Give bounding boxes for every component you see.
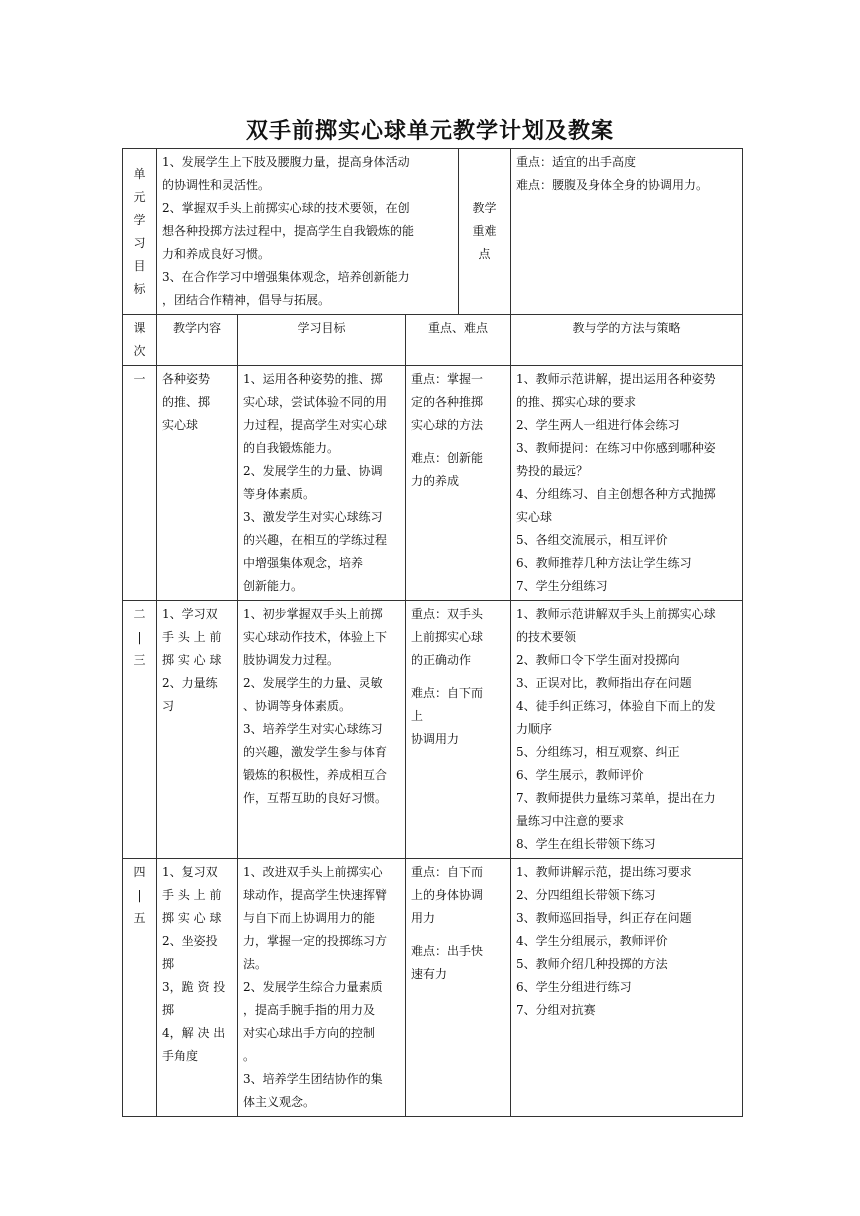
text-line: 重难 [472,224,497,238]
lesson-key-points [406,859,511,1117]
text-line: 力和养成良好习惯。 [162,247,271,261]
text-line: 力的养成 [411,474,460,488]
text-line: 的推、掷实心球的要求 [516,395,637,409]
text-line: 掷 实 心 球 [162,911,222,925]
text-line: 二 [133,607,146,621]
header-methods: 教与学的方法与策略 [511,315,743,366]
text-line: 锻炼的积极性，养成相互合 [243,768,388,782]
text-line: 重点：自下而 [411,865,484,879]
text-line: 3、在合作学习中增强集体观念，培养创新能力 [162,270,410,284]
unit-goals-text [157,149,459,315]
text-line: 三 [133,653,146,667]
text-line: 力顺序 [516,722,553,736]
text-line: 的技术要领 [516,630,577,644]
unit-goals-row [123,149,743,315]
lesson-plan-table [122,148,743,1117]
text-line: 速有力 [411,967,448,981]
text-line: 6、学生展示，教师评价 [516,768,644,782]
text-line: 掷 [162,1003,175,1017]
text-line: 3、培养学生团结协作的集 [243,1072,383,1086]
text-line: 4、徒手纠正练习，体验自下而上的发 [516,699,716,713]
table-row [123,859,743,1117]
text-line: 3、教师巡回指导，纠正存在问题 [516,911,692,925]
text-line: 五 [133,911,146,925]
text-line: 2、分四组组长带领下练习 [516,888,656,902]
key-points-label [459,149,511,315]
header-content: 教学内容 [157,315,238,366]
text-line: 量练习中注意的要求 [516,814,625,828]
text-line: 习 [162,699,175,713]
text-line: 目标 [133,258,146,296]
text-line: 与自下而上协调用力的能 [243,911,376,925]
text-line: 协调用力 [411,732,460,746]
lesson-goals [238,859,406,1117]
text-line [411,930,505,940]
text-line: 5、教师介绍几种投掷的方法 [516,957,668,971]
header-lesson [123,315,157,366]
lesson-methods [511,366,743,601]
text-line: 上的身体协调 [411,888,484,902]
text-line: 6、教师推荐几种方法让学生练习 [516,556,692,570]
text-line: 实心球，尝试体验不同的用 [243,395,388,409]
text-line: 难点：自下而 [411,686,484,700]
text-line: 2、发展学生的力量、协调 [243,464,383,478]
text-line: 1、教师讲解示范，提出练习要求 [516,865,692,879]
header-key: 重点、难点 [406,315,511,366]
text-line: 实心球的方法 [411,418,484,432]
text-line: 1、教师示范讲解，提出运用各种姿势 [516,372,716,386]
lesson-number [123,601,157,859]
text-line: 次 [133,344,146,358]
text-line: 体主义观念。 [243,1095,316,1109]
lesson-number [123,366,157,601]
text-line: 定的各种推掷 [411,395,484,409]
text-line: 。 [243,1049,256,1063]
text-line: 手 头 上 前 [162,888,222,902]
text-line: 重点：双手头 [411,607,484,621]
text-line: 点 [478,247,491,261]
text-line: 3，跪 资 投 [162,980,226,994]
text-line: 四 [133,865,146,879]
table-header-row [123,315,743,366]
text-line: 掷 实 心 球 [162,653,222,667]
text-line: 一 [133,372,146,386]
text-line: 1、发展学生上下肢及腰腹力量，提高身体活动 [162,155,410,169]
text-line: 7、分组对抗赛 [516,1003,596,1017]
text-line: 上前掷实心球 [411,630,484,644]
lesson-methods [511,859,743,1117]
text-line: 作，互帮互助的良好习惯。 [243,791,388,805]
text-line: 创新能力。 [243,579,304,593]
text-line: 课 [133,321,146,335]
unit-goals-label [123,149,157,315]
table-row [123,366,743,601]
text-line: 各种姿势 [162,372,211,386]
text-line [411,437,505,447]
text-line: 难点：出手快 [411,944,484,958]
text-line: 力，掌握一定的投掷练习方 [243,934,388,948]
text-line: 实心球 [516,510,553,524]
text-line: 1、初步掌握双手头上前掷 [243,607,383,621]
text-line: 实心球动作技术，体验上下 [243,630,388,644]
text-line: 的兴趣，激发学生参与体育 [243,745,388,759]
key-points-text [511,149,743,315]
text-line [411,672,505,682]
text-line: 7、教师提供力量练习菜单，提出在力 [516,791,716,805]
text-line: 2、教师口令下学生面对投掷向 [516,653,680,667]
text-line: 1、改进双手头上前掷实心 [243,865,383,879]
text-line: 想各种投掷方法过程中，提高学生自我锻炼的能 [162,224,415,238]
text-line: ，团结合作精神，倡导与拓展。 [162,293,331,307]
text-line: 1、运用各种姿势的推、掷 [243,372,383,386]
text-line: 掷 [162,957,175,971]
text-line: 等身体素质。 [243,487,316,501]
text-line: 2、坐姿投 [162,934,218,948]
text-line: 的兴趣，在相互的学练过程 [243,533,388,547]
text-line: 3、教师提问：在练习中你感到哪种姿 [516,441,716,455]
text-line: 2、学生两人一组进行体会练习 [516,418,680,432]
text-line: 重点：掌握一 [411,372,484,386]
text-line: 手 头 上 前 [162,630,222,644]
text-line: 1、复习双 [162,865,218,879]
text-line: 重点：适宜的出手高度 [516,155,637,169]
text-line: 势投的最远？ [516,464,589,478]
lesson-key-points [406,601,511,859]
text-line: 手角度 [162,1049,199,1063]
text-line: 2、发展学生综合力量素质 [243,980,383,994]
lesson-number [123,859,157,1117]
text-line: 用力 [411,911,436,925]
text-line: 的自我锻炼能力。 [243,441,340,455]
text-line: 3、培养学生对实心球练习 [243,722,383,736]
text-line: 学习 [133,212,146,250]
text-line: 难点：腰腹及身体全身的协调用力。 [516,178,709,192]
text-line: 5、各组交流展示，相互评价 [516,533,668,547]
lesson-goals [238,601,406,859]
text-line: 3、正误对比，教师指出存在问题 [516,676,692,690]
text-line: 4、分组练习、自主创想各种方式抛掷 [516,487,716,501]
lesson-content [157,601,238,859]
text-line: 难点：创新能 [411,451,484,465]
lesson-content [157,366,238,601]
text-line: 3、激发学生对实心球练习 [243,510,383,524]
text-line: 法。 [243,957,268,971]
text-line: 4、学生分组展示，教师评价 [516,934,668,948]
text-line: 7、学生分组练习 [516,579,608,593]
text-line: 2、力量练 [162,676,218,690]
text-line: 中增强集体观念，培养 [243,556,364,570]
text-line: 4，解 决 出 [162,1026,226,1040]
text-line: 的推、掷 [162,395,211,409]
lesson-methods [511,601,743,859]
text-line: 2、掌握双手头上前掷实心球的技术要领，在创 [162,201,410,215]
text-line: 单元 [133,166,146,204]
header-goals: 学习目标 [238,315,406,366]
text-line: 的正确动作 [411,653,472,667]
text-line: 的协调性和灵活性。 [162,178,271,192]
text-line: 肢协调发力过程。 [243,653,340,667]
lesson-key-points [406,366,511,601]
text-line: 8、学生在组长带领下练习 [516,837,656,851]
text-line: 5、分组练习，相互观察、纠正 [516,745,680,759]
text-line: | [137,630,142,644]
lesson-goals [238,366,406,601]
text-line: | [137,888,142,902]
text-line: 球动作，提高学生快速挥臂 [243,888,388,902]
text-line: ，提高手腕手指的用力及 [243,1003,376,1017]
text-line: 6、学生分组进行练习 [516,980,632,994]
text-line: 对实心球出手方向的控制 [243,1026,376,1040]
text-line: 1、学习双 [162,607,218,621]
text-line: 实心球 [162,418,199,432]
text-line: 1、教师示范讲解双手头上前掷实心球 [516,607,716,621]
text-line: 教学 [472,201,497,215]
text-line: 、协调等身体素质。 [243,699,352,713]
text-line: 上 [411,709,424,723]
text-line: 2、发展学生的力量、灵敏 [243,676,383,690]
lesson-content [157,859,238,1117]
text-line: 力过程，提高学生对实心球 [243,418,388,432]
table-row [123,601,743,859]
page-title: 双手前掷实心球单元教学计划及教案 [245,119,614,144]
